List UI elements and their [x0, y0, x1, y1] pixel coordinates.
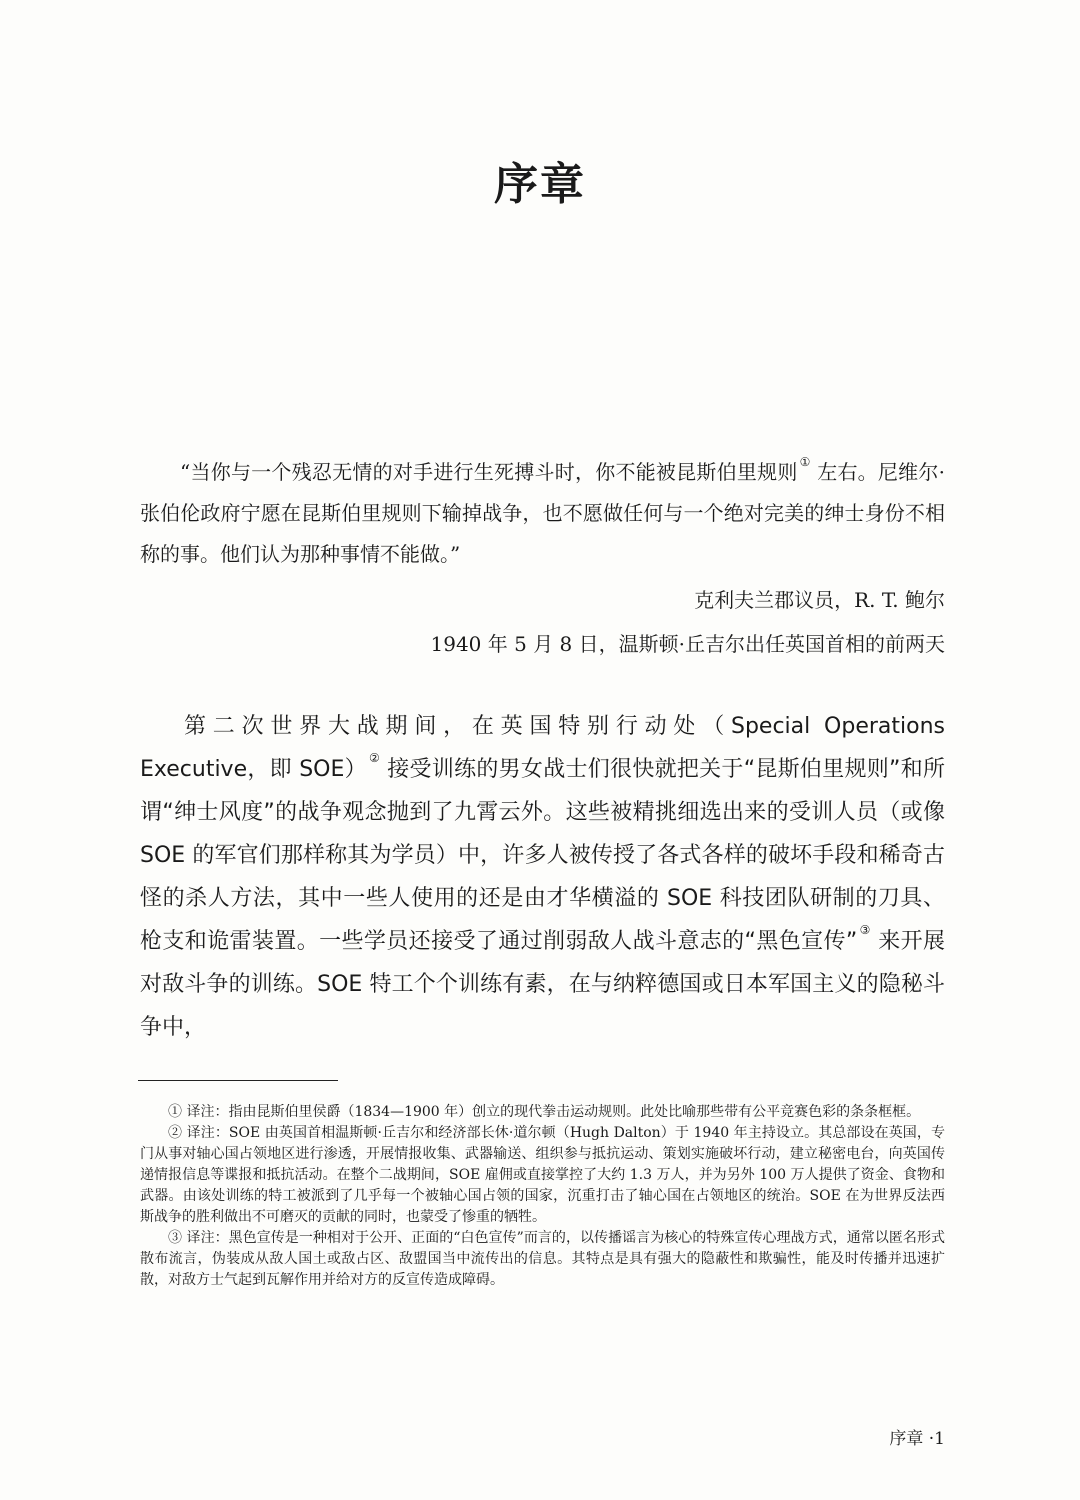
chapter-title: 序章 — [494, 159, 586, 210]
footnote-ref-2: ② — [368, 751, 380, 765]
footnote-3: ③ 译注：黑色宣传是一种相对于公开、正面的“白色宣传”而言的，以传播谣言为核心的特殊宣传心理战方式，通常以匿名形式散布流言，伪装成从敌人国土或敌占区、敌盟国当中流传出的信息。其特点是具有强大的隐蔽性和欺骗性，能及时传播并迅速扩散，对敌方士气起到瓦解作用并给对方的反宣传造成障碍。 — [140, 1230, 945, 1288]
footnote-divider — [138, 1080, 338, 1081]
body-text-1: 第二次世界大战期间，在英国特别行动处（Special Operations Executive，即 SOE） — [140, 714, 945, 782]
footnote-2: ② 译注：SOE 由英国首相温斯顿·丘吉尔和经济部长休·道尔顿（Hugh Dalton）于 1940 年主持设立。其总部设在英国，专门从事对轴心国占领地区进行渗透，开展情报收集、武器输送、组织参与抵抗运动、策划实施破坏行动，建立秘密电台，向英国传递情报信息等谍报和抵抗活动。在整个二战期间，SOE 雇佣或直接掌控了大约 1.3 万人，并为另外 100 万人提供了资金、食物和武器。由该处训练的特工被派到了几乎每一个被轴心国占领的国家，沉重打击了轴心国在占领地区的统治。SOE 在为世界反法西斯战争的胜利做出不可磨灭的贡献的同时，也蒙受了惨重的牺牲。 — [140, 1125, 945, 1225]
epigraph-text-2: 左右。尼维尔·张伯伦政府宁愿在昆斯伯里规则下输掉战争，也不愿做任何与一个绝对完美的绅士身份不相称的事。他们认为那种事情不能做。” — [140, 460, 945, 566]
epigraph-quote — [140, 452, 945, 575]
footnotes — [140, 1102, 945, 1291]
footnote-1: ① 译注：指由昆斯伯里侯爵（1834—1900 年）创立的现代拳击运动规则。此处比喻那些带有公平竞赛色彩的条条框框。 — [168, 1104, 921, 1120]
body-text — [140, 705, 945, 1049]
body-text-3: 来开展对敌斗争的训练。SOE 特工个个训练有素，在与纳粹德国或日本军国主义的隐秘斗争中， — [140, 929, 945, 1040]
footnote-ref-1: ① — [799, 455, 811, 469]
epigraph-attribution-speaker: 克利夫兰郡议员，R. T. 鲍尔 — [694, 588, 945, 612]
epigraph-attribution-date: 1940 年 5 月 8 日，温斯顿·丘吉尔出任英国首相的前两天 — [430, 632, 945, 656]
epigraph-paragraph — [140, 452, 945, 575]
epigraph-text-1: “当你与一个残忍无情的对手进行生死搏斗时，你不能被昆斯伯里规则 — [180, 460, 798, 484]
page-footer: 序章 ·1 — [889, 1429, 945, 1449]
body-text-2: 接受训练的男女战士们很快就把关于“昆斯伯里规则”和所谓“绅士风度”的战争观念抛到了九霄云外。这些被精挑细选出来的受训人员（或像 SOE 的军官们那样称其为学员）中，许多人被传授了各式各样的破坏手段和稀奇古怪的杀人方法，其中一些人使用的还是由才华横溢的 SOE 科技团队研制的刀具、枪支和诡雷装置。一些学员还接受了通过削弱敌人战斗意志的“黑色宣传” — [140, 757, 945, 954]
footnote-ref-3: ③ — [859, 923, 871, 937]
body-paragraph — [140, 705, 945, 1049]
